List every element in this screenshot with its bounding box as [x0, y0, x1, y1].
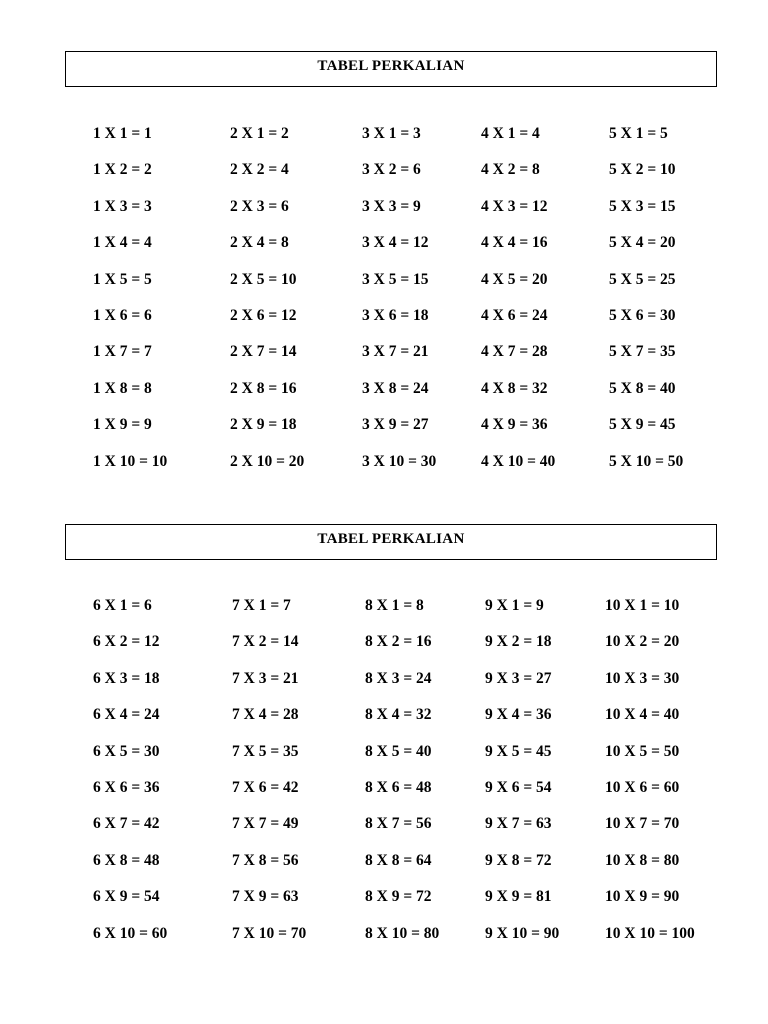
multiplication-fact: 3 X 9 = 27 [362, 416, 429, 434]
multiplication-fact: 9 X 7 = 63 [485, 815, 552, 833]
multiplication-fact: 8 X 3 = 24 [365, 669, 432, 687]
multiplication-fact: 6 X 2 = 12 [93, 633, 160, 651]
multiplication-fact: 7 X 4 = 28 [232, 706, 299, 724]
multiplication-fact: 5 X 5 = 25 [609, 270, 676, 288]
multiplication-fact: 6 X 3 = 18 [93, 669, 160, 687]
multiplication-fact: 4 X 1 = 4 [481, 125, 540, 142]
multiplication-fact: 9 X 3 = 27 [485, 669, 552, 687]
multiplication-fact: 4 X 6 = 24 [481, 307, 548, 324]
multiplication-fact: 10 X 1 = 10 [605, 597, 680, 614]
multiplication-fact: 6 X 8 = 48 [93, 851, 160, 869]
multiplication-fact: 9 X 1 = 9 [485, 597, 544, 614]
multiplication-fact: 7 X 10 = 70 [232, 924, 307, 942]
multiplication-fact: 10 X 7 = 70 [605, 815, 680, 833]
multiplication-fact: 1 X 2 = 2 [93, 161, 152, 179]
multiplication-fact: 4 X 8 = 32 [481, 379, 548, 397]
multiplication-fact: 9 X 10 = 90 [485, 924, 560, 942]
multiplication-fact: 6 X 6 = 36 [93, 779, 160, 796]
multiplication-fact: 8 X 7 = 56 [365, 815, 432, 833]
multiplication-fact: 3 X 2 = 6 [362, 161, 421, 179]
multiplication-fact: 7 X 5 = 35 [232, 742, 299, 760]
multiplication-fact: 5 X 10 = 50 [609, 452, 684, 470]
multiplication-fact: 1 X 3 = 3 [93, 197, 152, 215]
multiplication-fact: 2 X 4 = 8 [230, 234, 289, 252]
multiplication-fact: 9 X 4 = 36 [485, 706, 552, 724]
multiplication-fact: 4 X 5 = 20 [481, 270, 548, 288]
multiplication-fact: 5 X 8 = 40 [609, 379, 676, 397]
multiplication-fact: 8 X 1 = 8 [365, 597, 424, 614]
table-2-title: TABEL PERKALIAN [65, 524, 717, 560]
multiplication-fact: 9 X 9 = 81 [485, 888, 552, 906]
multiplication-fact: 2 X 3 = 6 [230, 197, 289, 215]
multiplication-fact: 3 X 6 = 18 [362, 307, 429, 324]
multiplication-fact: 4 X 2 = 8 [481, 161, 540, 179]
multiplication-fact: 8 X 9 = 72 [365, 888, 432, 906]
multiplication-fact: 5 X 9 = 45 [609, 416, 676, 434]
multiplication-fact: 1 X 1 = 1 [93, 125, 152, 142]
multiplication-fact: 10 X 8 = 80 [605, 851, 680, 869]
multiplication-fact: 7 X 7 = 49 [232, 815, 299, 833]
multiplication-fact: 1 X 5 = 5 [93, 270, 152, 288]
multiplication-fact: 1 X 8 = 8 [93, 379, 152, 397]
multiplication-fact: 9 X 2 = 18 [485, 633, 552, 651]
multiplication-fact: 7 X 6 = 42 [232, 779, 299, 796]
multiplication-fact: 1 X 7 = 7 [93, 343, 152, 361]
multiplication-fact: 4 X 3 = 12 [481, 197, 548, 215]
table-2-underline [65, 559, 717, 560]
multiplication-fact: 3 X 10 = 30 [362, 452, 437, 470]
multiplication-fact: 2 X 5 = 10 [230, 270, 297, 288]
multiplication-fact: 3 X 3 = 9 [362, 197, 421, 215]
multiplication-fact: 3 X 8 = 24 [362, 379, 429, 397]
multiplication-fact: 10 X 3 = 30 [605, 669, 680, 687]
multiplication-fact: 9 X 5 = 45 [485, 742, 552, 760]
multiplication-fact: 10 X 10 = 100 [605, 924, 695, 942]
multiplication-fact: 5 X 1 = 5 [609, 125, 668, 142]
multiplication-fact: 8 X 2 = 16 [365, 633, 432, 651]
multiplication-fact: 2 X 8 = 16 [230, 379, 297, 397]
multiplication-fact: 5 X 3 = 15 [609, 197, 676, 215]
multiplication-fact: 2 X 7 = 14 [230, 343, 297, 361]
multiplication-fact: 10 X 6 = 60 [605, 779, 680, 796]
multiplication-fact: 10 X 4 = 40 [605, 706, 680, 724]
multiplication-fact: 6 X 1 = 6 [93, 597, 152, 614]
multiplication-fact: 8 X 4 = 32 [365, 706, 432, 724]
multiplication-fact: 7 X 9 = 63 [232, 888, 299, 906]
multiplication-fact: 3 X 1 = 3 [362, 125, 421, 142]
multiplication-fact: 1 X 6 = 6 [93, 307, 152, 324]
table-1-title: TABEL PERKALIAN [65, 51, 717, 87]
multiplication-fact: 2 X 10 = 20 [230, 452, 305, 470]
multiplication-fact: 6 X 10 = 60 [93, 924, 168, 942]
multiplication-fact: 8 X 5 = 40 [365, 742, 432, 760]
multiplication-fact: 5 X 4 = 20 [609, 234, 676, 252]
multiplication-fact: 5 X 7 = 35 [609, 343, 676, 361]
multiplication-fact: 1 X 9 = 9 [93, 416, 152, 434]
multiplication-fact: 7 X 2 = 14 [232, 633, 299, 651]
multiplication-fact: 2 X 2 = 4 [230, 161, 289, 179]
multiplication-fact: 6 X 9 = 54 [93, 888, 160, 906]
multiplication-fact: 6 X 4 = 24 [93, 706, 160, 724]
multiplication-fact: 2 X 9 = 18 [230, 416, 297, 434]
multiplication-fact: 3 X 7 = 21 [362, 343, 429, 361]
multiplication-fact: 10 X 5 = 50 [605, 742, 680, 760]
multiplication-fact: 5 X 6 = 30 [609, 307, 676, 324]
multiplication-fact: 7 X 3 = 21 [232, 669, 299, 687]
multiplication-fact: 7 X 1 = 7 [232, 597, 291, 614]
multiplication-fact: 1 X 10 = 10 [93, 452, 168, 470]
multiplication-fact: 9 X 6 = 54 [485, 779, 552, 796]
multiplication-fact: 8 X 8 = 64 [365, 851, 432, 869]
multiplication-fact: 9 X 8 = 72 [485, 851, 552, 869]
multiplication-fact: 4 X 9 = 36 [481, 416, 548, 434]
multiplication-fact: 10 X 9 = 90 [605, 888, 680, 906]
multiplication-fact: 10 X 2 = 20 [605, 633, 680, 651]
multiplication-fact: 3 X 5 = 15 [362, 270, 429, 288]
multiplication-fact: 8 X 10 = 80 [365, 924, 440, 942]
multiplication-fact: 2 X 6 = 12 [230, 307, 297, 324]
multiplication-fact: 1 X 4 = 4 [93, 234, 152, 252]
multiplication-fact: 4 X 10 = 40 [481, 452, 556, 470]
multiplication-fact: 8 X 6 = 48 [365, 779, 432, 796]
multiplication-fact: 2 X 1 = 2 [230, 125, 289, 142]
multiplication-fact: 4 X 7 = 28 [481, 343, 548, 361]
multiplication-fact: 6 X 7 = 42 [93, 815, 160, 833]
multiplication-fact: 7 X 8 = 56 [232, 851, 299, 869]
multiplication-fact: 6 X 5 = 30 [93, 742, 160, 760]
multiplication-fact: 3 X 4 = 12 [362, 234, 429, 252]
multiplication-fact: 4 X 4 = 16 [481, 234, 548, 252]
multiplication-fact: 5 X 2 = 10 [609, 161, 676, 179]
